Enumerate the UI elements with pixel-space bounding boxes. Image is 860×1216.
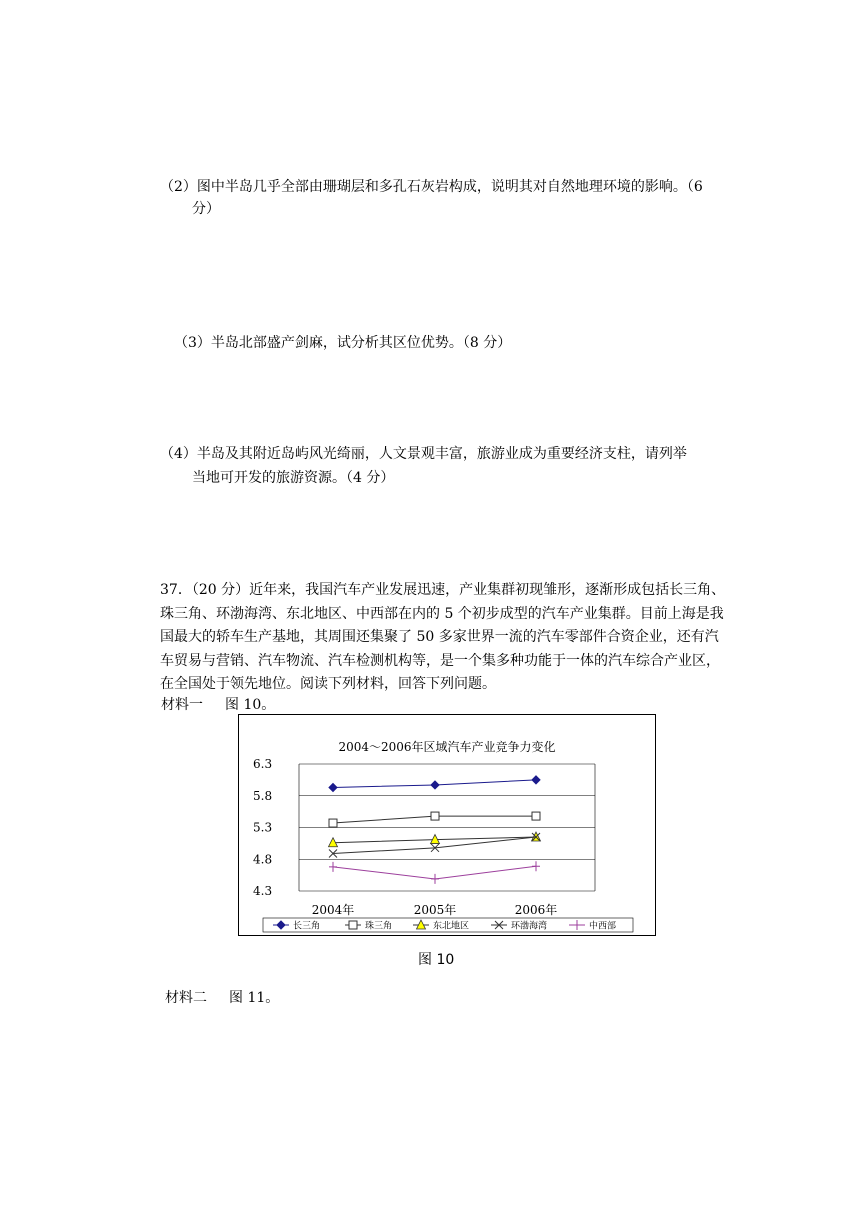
question-37-line-3: 国最大的轿车生产基地，其周围还集聚了 50 多家世界一流的汽车零部件合资企业，还有汽 xyxy=(160,629,719,645)
data-point xyxy=(431,781,439,789)
material-1-ref: 图 10。 xyxy=(225,697,276,713)
question-2-line-2: 分） xyxy=(192,201,220,217)
material-2 xyxy=(165,988,279,1008)
material-1-label: 材料一 xyxy=(161,697,203,713)
data-point xyxy=(532,776,540,784)
y-tick-label: 5.8 xyxy=(253,788,273,803)
data-point xyxy=(431,874,439,884)
chart-title: 2004～2006年区域汽车产业竞争力变化 xyxy=(338,740,556,754)
legend-label: 环渤海湾 xyxy=(511,921,548,932)
line-chart xyxy=(239,715,655,935)
data-point xyxy=(329,862,337,872)
data-point xyxy=(431,812,439,820)
question-4-line-2: 当地可开发的旅游资源。（4 分） xyxy=(192,470,395,486)
question-37-line-4: 车贸易与营销、汽车物流、汽车检测机构等，是一个集多种功能于一体的汽车综合产业区， xyxy=(160,653,720,669)
material-2-ref: 图 11。 xyxy=(229,990,280,1006)
material-2-label: 材料二 xyxy=(165,990,207,1006)
legend-label: 中西部 xyxy=(589,921,617,932)
y-tick-label: 4.8 xyxy=(253,852,273,867)
data-point xyxy=(532,812,540,820)
legend-label: 珠三角 xyxy=(365,921,393,932)
x-tick-label: 2004年 xyxy=(311,903,355,917)
material-1 xyxy=(161,695,275,715)
question-37-line-5: 在全国处于领先地位。阅读下列材料，回答下列问题。 xyxy=(160,676,496,692)
figure-caption: 图 10 xyxy=(418,952,455,968)
question-37-line-1: 37．（20 分）近年来，我国汽车产业发展迅速，产业集群初现雏形，逐渐形成包括长三角、 xyxy=(160,582,726,598)
legend-marker xyxy=(349,921,357,929)
x-tick-label: 2005年 xyxy=(413,903,457,917)
y-tick-label: 6.3 xyxy=(253,757,273,771)
legend-label: 长三角 xyxy=(293,921,321,932)
y-tick-label: 4.3 xyxy=(253,884,273,898)
data-point xyxy=(329,819,337,827)
question-3: （3）半岛北部盛产剑麻，试分析其区位优势。（8 分） xyxy=(174,335,512,351)
y-tick-label: 5.3 xyxy=(253,820,273,835)
question-37-line-2: 珠三角、环渤海湾、东北地区、中西部在内的 5 个初步成型的汽车产业集群。目前上海是我 xyxy=(160,606,724,622)
data-point xyxy=(329,783,337,791)
chart-figure-10 xyxy=(238,714,656,936)
legend-label: 东北地区 xyxy=(433,921,470,932)
question-4-line-1: （4）半岛及其附近岛屿风光绮丽，人文景观丰富，旅游业成为重要经济支柱，请列举 xyxy=(160,446,687,462)
question-2-line-1: （2）图中半岛几乎全部由珊瑚层和多孔石灰岩构成，说明其对自然地理环境的影响。（6 xyxy=(160,179,703,195)
data-point xyxy=(532,861,540,871)
x-tick-label: 2006年 xyxy=(514,903,558,917)
